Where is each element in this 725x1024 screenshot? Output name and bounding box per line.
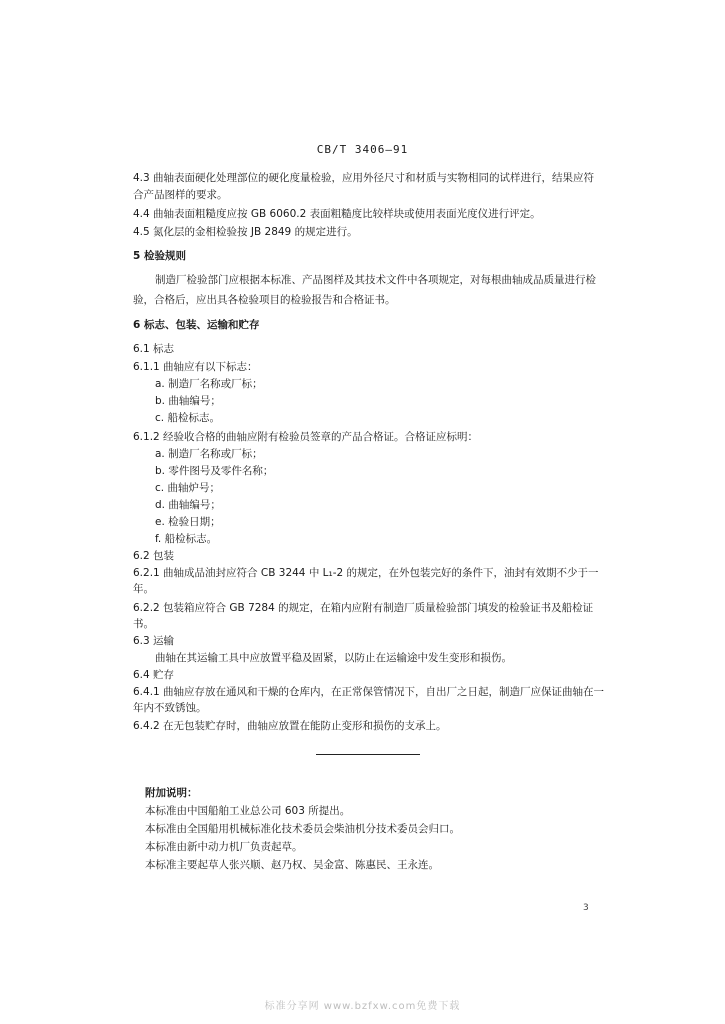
clause-4-3-line1: 4.3 曲轴表面硬化处理部位的硬化度量检验，应用外径尺寸和材质与实物相同的试样进行，结果应符 bbox=[133, 172, 595, 184]
clause-6-2-1-line2: 年。 bbox=[133, 583, 154, 595]
clause-6-2-1-line1: 6.2.1 曲轴成品油封应符合 CB 3244 中 L₁-2 的规定，在外包装完好的条件下，油封有效期不少于一 bbox=[133, 567, 599, 579]
list-item: a. 制造厂名称或厂标； bbox=[155, 448, 263, 460]
list-item: c. 曲轴炉号； bbox=[155, 482, 220, 494]
clause-6-2: 6.2 包装 bbox=[133, 550, 175, 562]
clause-6-3-para: 曲轴在其运输工具中应放置平稳及固紧，以防止在运输途中发生变形和损伤。 bbox=[155, 652, 512, 664]
list-item: a. 制造厂名称或厂标； bbox=[155, 378, 263, 390]
page-number: 3 bbox=[583, 903, 589, 913]
clause-6-4: 6.4 贮存 bbox=[133, 669, 175, 681]
watermark-footer[interactable]: 标准分享网 www.bzfxw.com免费下载 bbox=[264, 1001, 461, 1012]
note-line: 本标准由新中动力机厂负责起草。 bbox=[145, 841, 303, 853]
clause-6-4-1-line1: 6.4.1 曲轴应存放在通风和干燥的仓库内，在正常保管情况下，自出厂之日起，制造厂应保证曲轴在一 bbox=[133, 686, 605, 698]
standard-header: CB/T 3406—91 bbox=[316, 143, 409, 156]
clause-6-4-1-line2: 年内不致锈蚀。 bbox=[133, 702, 207, 714]
note-line: 本标准主要起草人张兴顺、赵乃权、吴金富、陈惠民、王永连。 bbox=[145, 859, 439, 871]
list-item: b. 零件图号及零件名称； bbox=[155, 465, 274, 477]
clause-6-2-2-line1: 6.2.2 包装箱应符合 GB 7284 的规定，在箱内应附有制造厂质量检验部门填发的检验证书及船检证 bbox=[133, 602, 594, 614]
notes-title: 附加说明： bbox=[145, 787, 198, 799]
list-item: e. 检验日期； bbox=[155, 516, 221, 528]
clause-4-5: 4.5 氮化层的金相检验按 JB 2849 的规定进行。 bbox=[133, 226, 358, 238]
clause-6-1-1: 6.1.1 曲轴应有以下标志： bbox=[133, 361, 258, 373]
section-5-title: 5 检验规则 bbox=[133, 250, 186, 262]
list-item: b. 曲轴编号； bbox=[155, 395, 221, 407]
clause-6-3: 6.3 运输 bbox=[133, 635, 175, 647]
clause-6-2-2-line2: 书。 bbox=[133, 618, 154, 630]
note-line: 本标准由全国船用机械标准化技术委员会柴油机分技术委员会归口。 bbox=[145, 823, 460, 835]
clause-4-4: 4.4 曲轴表面粗糙度应按 GB 6060.2 表面粗糙度比较样块或使用表面光度仪进行评定。 bbox=[133, 208, 541, 220]
section-5-para-line2: 验，合格后，应出具各检验项目的检验报告和合格证书。 bbox=[133, 294, 396, 306]
section-divider bbox=[316, 754, 420, 755]
clause-4-3-line2: 合产品图样的要求。 bbox=[133, 189, 228, 201]
clause-6-4-2: 6.4.2 在无包装贮存时，曲轴应放置在能防止变形和损伤的支承上。 bbox=[133, 720, 447, 732]
list-item: d. 曲轴编号； bbox=[155, 499, 221, 511]
list-item: c. 船检标志。 bbox=[155, 412, 220, 424]
list-item: f. 船检标志。 bbox=[155, 533, 218, 545]
section-5-para-line1: 制造厂检验部门应根据本标准、产品图样及其技术文件中各项规定，对每根曲轴成品质量进行检 bbox=[155, 274, 596, 286]
section-6-title: 6 标志、包装、运输和贮存 bbox=[133, 319, 260, 331]
clause-6-1-2: 6.1.2 经验收合格的曲轴应附有检验员签章的产品合格证。合格证应标明： bbox=[133, 431, 479, 443]
clause-6-1: 6.1 标志 bbox=[133, 343, 175, 355]
note-line: 本标准由中国船舶工业总公司 603 所提出。 bbox=[145, 805, 351, 817]
